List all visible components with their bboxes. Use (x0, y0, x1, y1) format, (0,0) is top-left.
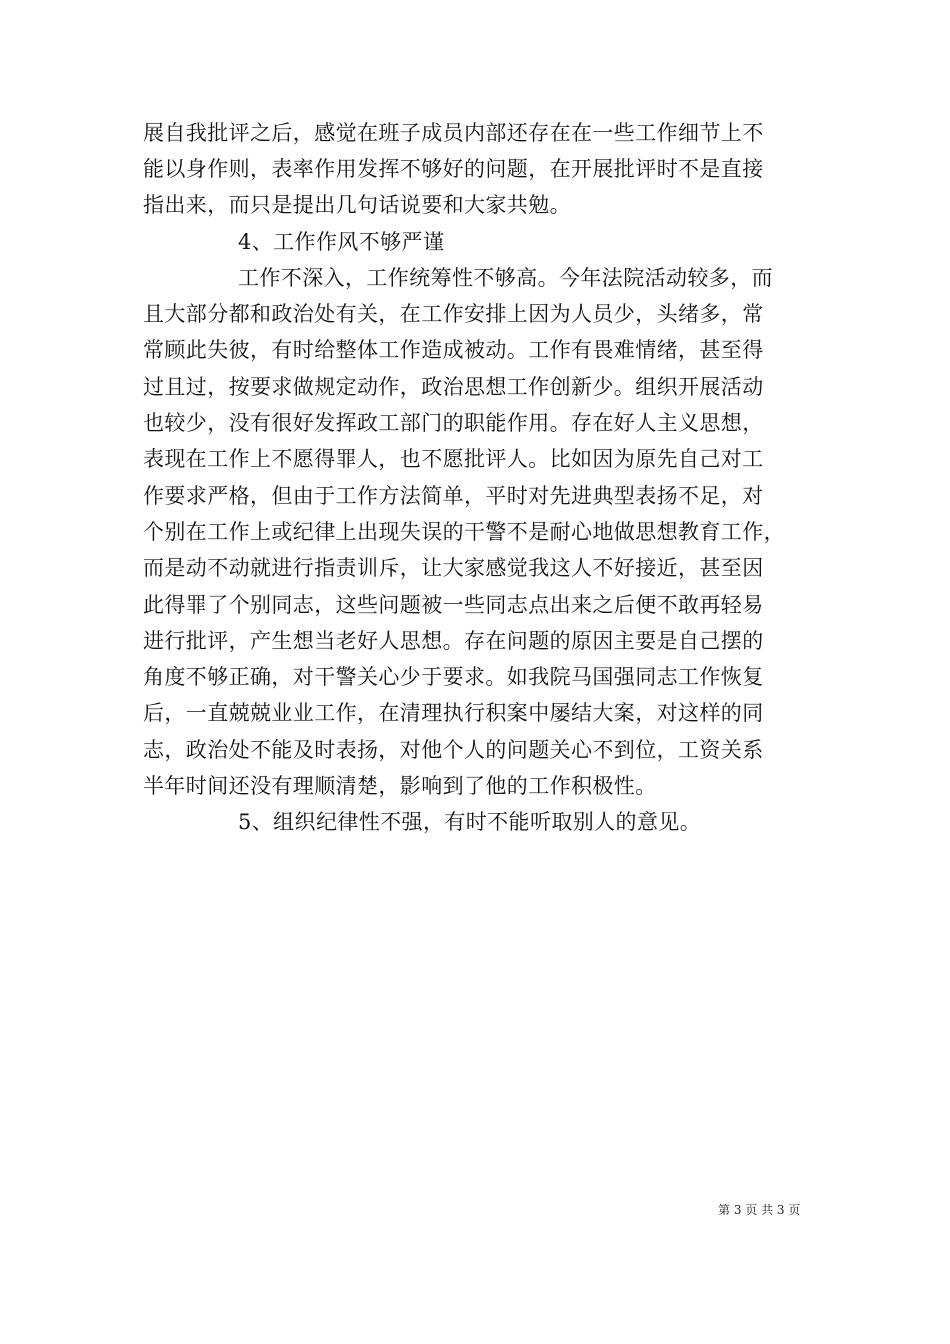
paragraph-line: 展自我批评之后，感觉在班子成员内部还存在在一些工作细节上不 (143, 121, 764, 145)
paragraph-line: 过且过，按要求做规定动作，政治思想工作创新少。组织开展活动 (143, 375, 764, 399)
paragraph-line: 志，政治处不能及时表扬，对他个人的问题关心不到位，工资关系 (143, 738, 764, 762)
paragraph-line: 此得罪了个别同志，这些问题被一些同志点出来之后便不敢再轻易 (143, 593, 764, 617)
paragraph-line: 半年时间还没有理顺清楚，影响到了他的工作积极性。 (143, 774, 657, 798)
page-number: 第 3 页 共 3 页 (718, 1203, 801, 1217)
paragraph-line: 角度不够正确，对干警关心少于要求。如我院马国强同志工作恢复 (143, 665, 764, 689)
paragraph-line: 也较少，没有很好发挥政工部门的职能作用。存在好人主义思想， (143, 411, 764, 435)
paragraph-line: 能以身作则，表率作用发挥不够好的问题，在开展批评时不是直接 (143, 157, 764, 181)
paragraph-line: 表现在工作上不愿得罪人，也不愿批评人。比如因为原先自己对工 (143, 447, 764, 471)
paragraph-line: 个别在工作上或纪律上出现失误的干警不是耐心地做思想教育工作， (143, 520, 785, 544)
paragraph-line: 工作不深入，工作统筹性不够高。今年法院活动较多，而 (238, 266, 773, 290)
paragraph-line: 后，一直兢兢业业工作，在清理执行积案中屡结大案，对这样的同 (143, 701, 764, 725)
paragraph-line: 进行批评，产生想当老好人思想。存在问题的原因主要是自己摆的 (143, 629, 764, 653)
paragraph-line: 常顾此失彼，有时给整体工作造成被动。工作有畏难情绪，甚至得 (143, 338, 764, 362)
paragraph-line: 指出来，而只是提出几句话说要和大家共勉。 (143, 193, 571, 217)
paragraph-line: 且大部分都和政治处有关，在工作安排上因为人员少，头绪多，常 (143, 302, 764, 326)
section-heading: 5、组织纪律性不强，有时不能听取别人的意见。 (238, 810, 702, 834)
section-heading: 4、工作作风不够严谨 (238, 230, 445, 254)
paragraph-line: 而是动不动就进行指责训斥，让大家感觉我这人不好接近，甚至因 (143, 556, 764, 580)
paragraph-line: 作要求严格，但由于工作方法简单，平时对先进典型表扬不足，对 (143, 484, 764, 508)
